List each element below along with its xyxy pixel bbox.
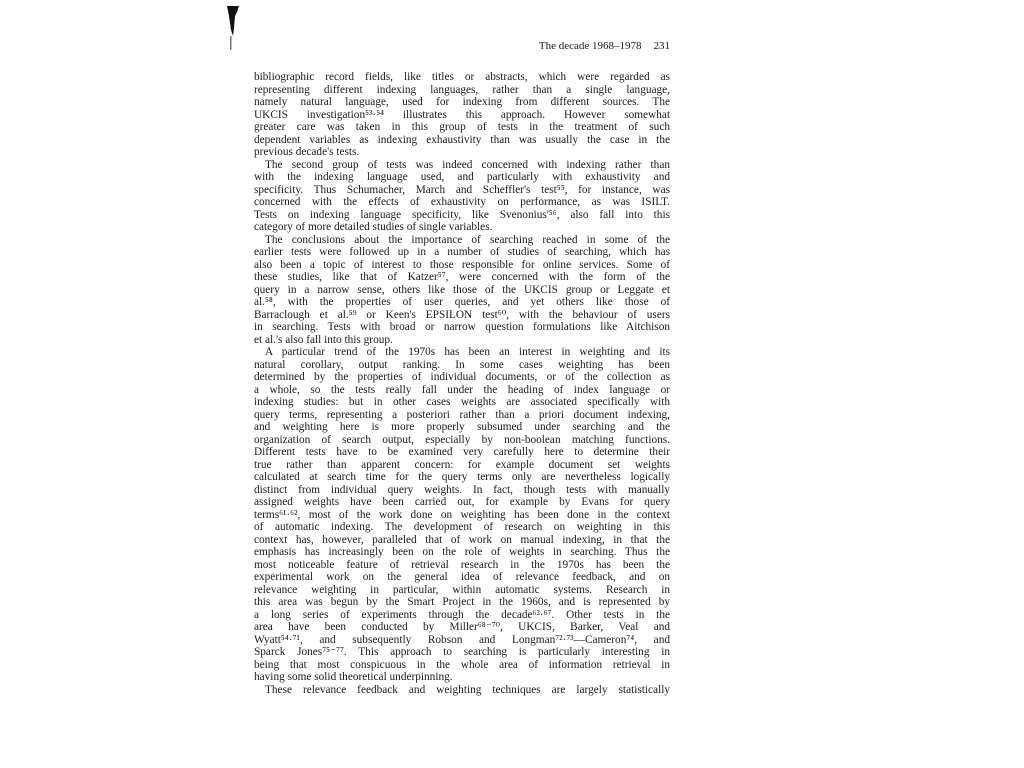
text-line: namely natural language, used for indexing from different sources. The <box>254 96 670 108</box>
text-line: emphasis has increasingly been on the role of weights in searching. Thus the <box>254 546 670 558</box>
text-line: et al.'s also fall into this group. <box>254 333 393 346</box>
text-line: representing different indexing languages, rather than a single language, <box>254 83 670 96</box>
text-line: Tests on indexing language specificity, like Svenonius'⁵⁶, also fall into this <box>254 208 670 221</box>
scan-artifact-mark <box>226 6 242 54</box>
text-line: These relevance feedback and weighting techniques are largely statistically <box>265 683 670 696</box>
text-line: organization of search output, especially by non-boolean matching functions. <box>254 433 670 446</box>
text-line: also been a topic of interest to those responsible for online services. Some of <box>254 258 670 271</box>
text-line: area have been conducted by Miller⁶⁸⁻⁷⁰, UKCIS, Barker, Veal and <box>254 621 670 633</box>
text-line: greater care was taken in this group of tests in the treatment of such <box>254 121 670 133</box>
text-line: The conclusions about the importance of searching reached in some of the <box>265 233 670 246</box>
text-line: distinct from individual query weights. In fact, though tests with manually <box>254 483 670 496</box>
text-line: Different tests have to be examined very carefully here to determine their <box>254 446 670 458</box>
text-line: of automatic indexing. The development of research on weighting in this <box>254 521 670 533</box>
text-line: previous decade's tests. <box>254 146 360 158</box>
text-line: in searching. Tests with broad or narrow question formulations like Aitchison <box>254 321 670 333</box>
text-line: determined by the properties of individual documents, or of the collection as <box>254 371 670 383</box>
text-line: context has, however, paralleled that of work on manual indexing, in that the <box>254 533 670 546</box>
text-line: dependent variables as indexing exhaustivity than was usually the case in the <box>254 133 670 146</box>
text-line: category of more detailed studies of single variables. <box>254 221 493 233</box>
text-line: experimental work on the general idea of relevance feedback, and on <box>254 571 670 583</box>
body-text <box>254 71 670 696</box>
text-line: and weighting here is more properly subsumed under searching and the <box>254 421 670 433</box>
text-line: with the indexing language used, and particularly with exhaustivity and <box>254 171 670 183</box>
text-line: query terms, representing a posteriori rather than a priori document indexing, <box>254 408 670 421</box>
text-line: true rather than apparent concern: for example document set weights <box>254 458 670 471</box>
text-line: assigned weights have been carried out, for example by Evans for query <box>254 496 670 508</box>
text-line: calculated at search time for the query terms only are nevertheless logically <box>254 471 670 483</box>
text-line: al.⁵⁸, with the properties of user queries, and yet others like those of <box>254 296 670 308</box>
text-line: A particular trend of the 1970s has been an interest in weighting and its <box>265 346 670 358</box>
text-line: The second group of tests was indeed concerned with indexing rather than <box>265 158 670 171</box>
text-line: a whole, so the tests really fall under the heading of index language or <box>254 383 670 396</box>
text-line: UKCIS investigation⁵³·⁵⁴ illustrates this approach. However somewhat <box>254 108 670 121</box>
text-line: natural corollary, output ranking. In some cases weighting has been <box>254 358 670 371</box>
text-line: indexing studies: but in other cases weights are associated specifically with <box>254 396 670 408</box>
text-line: earlier tests were followed up in a number of studies of searching, which has <box>254 246 670 258</box>
page-number: 231 <box>653 40 670 52</box>
text-line: being that most conspicuous in the whole area of information retrieval in <box>254 658 670 671</box>
text-line: specificity. Thus Schumacher, March and Scheffler's test⁵⁵, for instance, was <box>254 183 670 196</box>
text-line: relevance weighting in particular, within automatic systems. Research in <box>254 583 670 596</box>
text-line: this area was begun by the Smart Project in the 1960s, and is represented by <box>254 596 670 608</box>
text-line: most noticeable feature of retrieval research in the 1970s has been the <box>254 558 670 571</box>
text-line: Sparck Jones⁷⁵⁻⁷⁷. This approach to searching is particularly interesting in <box>254 646 670 658</box>
text-line: these studies, like that of Katzer⁵⁷, were concerned with the form of the <box>254 271 670 283</box>
text-line: Barraclough et al.⁵⁹ or Keen's EPSILON test⁶⁰, with the behaviour of users <box>254 308 670 321</box>
text-line: having some solid theoretical underpinning. <box>254 671 453 683</box>
running-head <box>500 40 670 52</box>
text-line: terms⁶¹·⁶², most of the work done on weighting has been done in the context <box>254 508 670 521</box>
text-line: bibliographic record fields, like titles or abstracts, which were regarded as <box>254 71 670 83</box>
text-line: query in a narrow sense, others like those of the UKCIS group or Leggate et <box>254 283 670 296</box>
text-line: concerned with the effects of exhaustivity on performance, as was ISILT. <box>254 196 670 208</box>
text-line: Wyatt⁵⁴·⁷¹, and subsequently Robson and Longman⁷²·⁷³—Cameron⁷⁴, and <box>254 633 670 646</box>
running-title: The decade 1968–1978 <box>538 40 642 52</box>
text-line: a long series of experiments through the decade⁶³·⁶⁷. Other tests in the <box>254 608 670 621</box>
